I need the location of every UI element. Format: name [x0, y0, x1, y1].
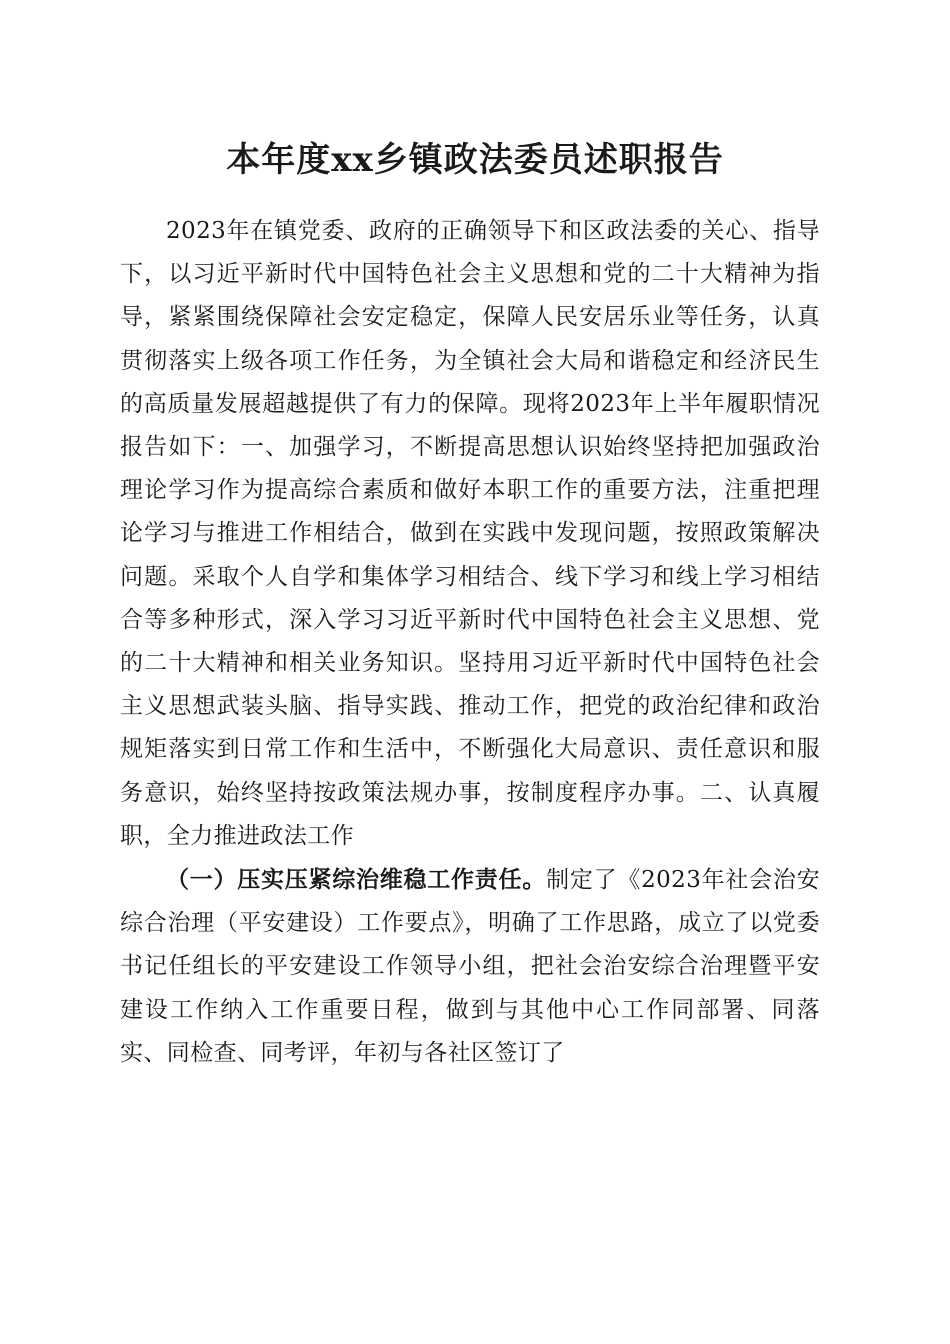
paragraph-2-text: 制定了《2023年社会治安综合治理（平安建设）工作要点》，明确了工作思路，成立了以党委书记任组长的平安建设工作领导小组，把社会治安综合治理暨平安建设工作纳入工作重要日程，做到与其他中心工作同部署、同落实、同检查、同考评，年初与各社区签订了 — [120, 867, 821, 1066]
paragraph-2 — [120, 858, 820, 1075]
document-title: 本年度xx乡镇政法委员述职报告 — [226, 140, 724, 180]
paragraph-2-heading: （一）压实压紧综治维稳工作责任。 — [166, 866, 547, 894]
document-body — [120, 210, 820, 1075]
paragraph-1: 2023年在镇党委、政府的正确领导下和区政法委的关心、指导下，以习近平新时代中国特色社会主义思想和党的二十大精神为指导，紧紧围绕保障社会安定稳定，保障人民安居乐业等任务，认真贯彻落实上级各项工作任务，为全镇社会大局和谐稳定和经济民生的高质量发展超越提供了有力的保障。现将2023年上半年履职情况报告如下：一、加强学习，不断提高思想认识始终坚持把加强政治理论学习作为提高综合素质和做好本职工作的重要方法，注重把理论学习与推进工作相结合，做到在实践中发现问题，按照政策解决问题。采取个人自学和集体学习相结合、线下学习和线上学习相结合等多种形式，深入学习习近平新时代中国特色社会主义思想、党的二十大精神和相关业务知识。坚持用习近平新时代中国特色社会主义思想武装头脑、指导实践、推动工作，把党的政治纪律和政治规矩落实到日常工作和生活中，不断强化大局意识、责任意识和服务意识，始终坚持按政策法规办事，按制度程序办事。二、认真履职，全力推进政法工作 — [120, 218, 820, 849]
